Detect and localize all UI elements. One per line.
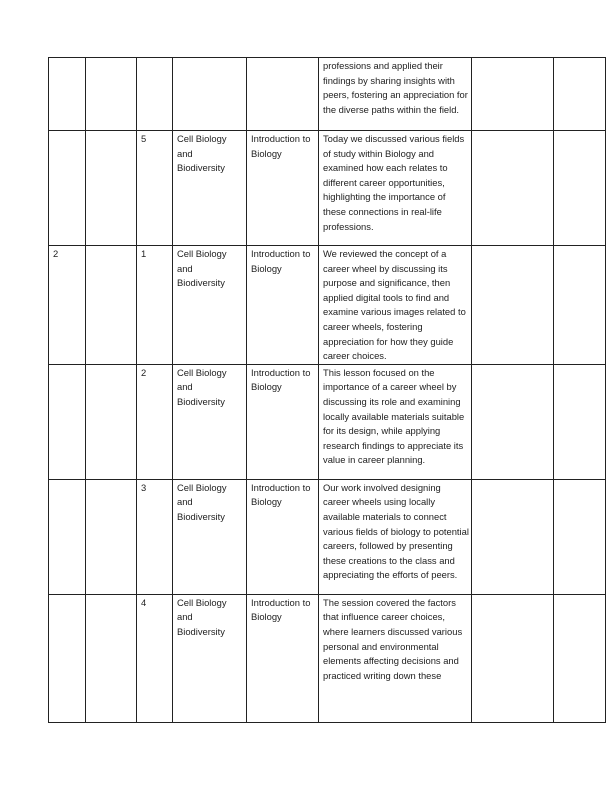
empty-cell [472,58,554,131]
strand-cell: Cell Biology and Biodiversity [173,364,247,479]
sub-strand-cell: Introduction to Biology [247,131,319,246]
sub-strand-cell: Introduction to Biology [247,594,319,722]
empty-cell [554,58,606,131]
table-row [49,594,606,722]
description-cell: professions and applied their findings by sharing insights with peers, fostering an appreciation for the diverse paths within the field. [319,58,472,131]
scheme-of-work-table [48,57,606,723]
empty-cell [86,131,137,246]
lesson-cell: 5 [137,131,173,246]
description-cell: Today we discussed various fields of study within Biology and examined how each relates to different career opportunities, highlighting the importance of these connections in real-life professions. [319,131,472,246]
strand-cell: Cell Biology and Biodiversity [173,594,247,722]
description-cell: Our work involved designing career wheels using locally available materials to connect various fields of biology to potential careers, followed by presenting these creations to the class and appreciating the efforts of peers. [319,479,472,594]
empty-cell [472,246,554,365]
empty-cell [86,364,137,479]
empty-cell [86,479,137,594]
empty-cell [554,479,606,594]
strand-cell [173,58,247,131]
table-row [49,246,606,365]
strand-cell: Cell Biology and Biodiversity [173,131,247,246]
empty-cell [554,364,606,479]
table-row [49,364,606,479]
table-row [49,58,606,131]
description-cell: We reviewed the concept of a career wheel by discussing its purpose and significance, then applied digital tools to find and examine various images related to career wheels, fostering appreciation for how they guide career choices. [319,246,472,365]
empty-cell [86,246,137,365]
lesson-cell: 4 [137,594,173,722]
sub-strand-cell: Introduction to Biology [247,246,319,365]
week-cell: 2 [49,246,86,365]
table-row [49,131,606,246]
sub-strand-cell: Introduction to Biology [247,364,319,479]
week-cell [49,58,86,131]
lesson-cell: 1 [137,246,173,365]
table-row [49,479,606,594]
week-cell [49,479,86,594]
empty-cell [472,131,554,246]
week-cell [49,131,86,246]
empty-cell [554,594,606,722]
sub-strand-cell: Introduction to Biology [247,479,319,594]
strand-cell: Cell Biology and Biodiversity [173,479,247,594]
empty-cell [554,246,606,365]
description-cell: The session covered the factors that influence career choices, where learners discussed various personal and environmental elements affecting decisions and practiced writing down these [319,594,472,722]
empty-cell [472,479,554,594]
lesson-cell [137,58,173,131]
empty-cell [86,58,137,131]
empty-cell [86,594,137,722]
strand-cell: Cell Biology and Biodiversity [173,246,247,365]
empty-cell [472,594,554,722]
week-cell [49,364,86,479]
week-cell [49,594,86,722]
lesson-cell: 3 [137,479,173,594]
empty-cell [472,364,554,479]
lesson-cell: 2 [137,364,173,479]
sub-strand-cell [247,58,319,131]
empty-cell [554,131,606,246]
description-cell: This lesson focused on the importance of a career wheel by discussing its role and examining locally available materials suitable for its design, while applying research findings to appreciate its value in career planning. [319,364,472,479]
